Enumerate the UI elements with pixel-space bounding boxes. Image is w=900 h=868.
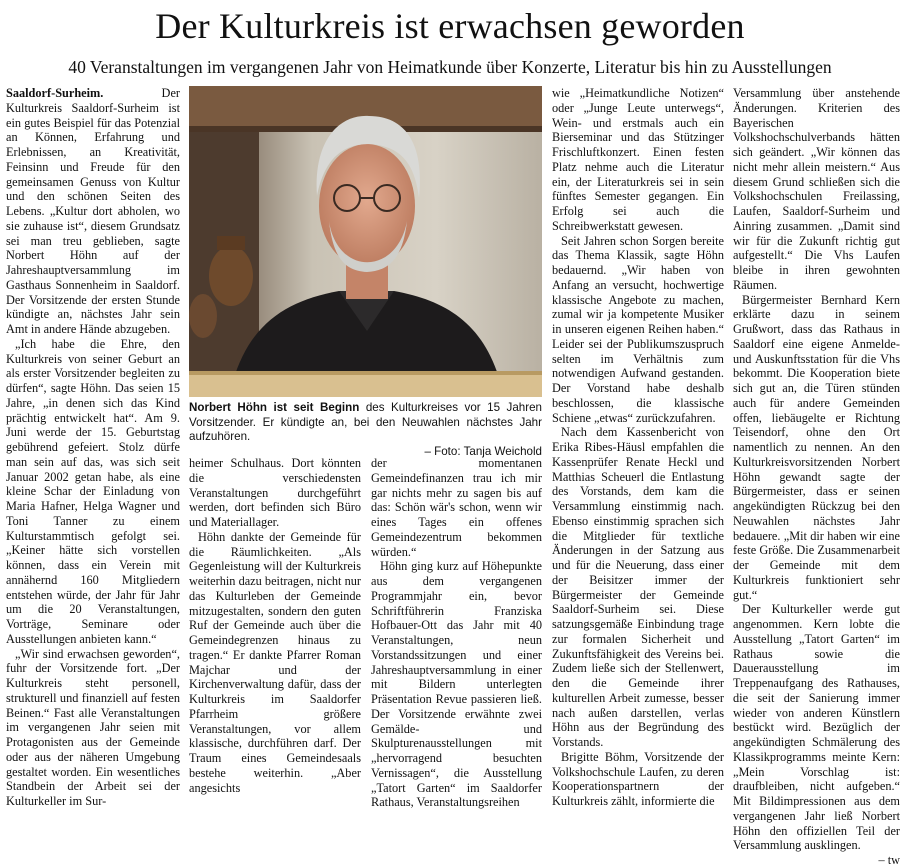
subheadline: 40 Veranstaltungen im vergangenen Jahr von Heimatkunde über Konzerte, Literatur bis hin zu Ausstellungen <box>68 57 832 77</box>
article-paragraph: der momentanen Gemeindefinanzen trau ich mir gar nichts mehr zu sagen bis auf das: Schön wär's schon, wenn wir eines Tages ein offenes Gemeindezentrum bekommen würden.“ <box>371 456 542 559</box>
article-paragraph: wie „Heimatkundliche Notizen“ oder „Junge Leute unterwegs“, Wein- und erstmals auch ein Bierseminar und das Stützinger Frischluftkonzert. Einen festen Platz nehme auch die Literatur ein, der Literaturkreis sei in sein fünftes Semester gegangen. Ein Erfolg sei auch die Schreibwerkstatt gewesen. <box>552 86 724 233</box>
article-paragraph: Nach dem Kassenbericht von Erika Ribes-Häusl empfahlen die Kassenprüfer Renate Heckl und Matthias Scheuerl die Entlastung des Vorstands, dem kam die Versammlung einstimmig nach. Ebenso einstimmig sprachen sich die Mitglieder für textliche Änderungen in der Satzung aus und für die Neuerung, dass einer der Beisitzer immer der Bürgermeister der Gemeinde Saaldorf-Surheim sei. Diese satzungsgemäße Einbindung trage zur formalen Sicherheit und Zukunftsfähigkeit des Vereins bei. Zudem ließe sich der Stellenwert, den die Gemeinde ihrer kulturellen Arbeit zumesse, besser nach außen darstellen, verlas Höhn aus der Begründung des Vorstands. <box>552 425 724 749</box>
paragraph-text: Der Kulturkreis Saaldorf-Surheim ist ein gutes Beispiel für das Potenzial an Können, Erfahrung und Erlebnissen, an Kreativität, Feinsinn und Freude für den gemeinsamen Genuss von Kultur und den schönen Seiten des Lebens. „Kultur dort abholen, wo sie zuhause ist“, diesem Grundsatz sei man treu geblieben, sagte Norbert Höhn auf der Jahreshauptversammlung im Gasthaus Sonnenheim in Saaldorf. Der Vorsitzende der ersten Stunde kündigte an, nächstes Jahr sein Amt in andere Hände abzugeben. <box>6 86 180 336</box>
portrait-illustration <box>189 86 542 397</box>
photo-credit: – Foto: Tanja Weichold <box>424 444 542 458</box>
caption-lead: Norbert Höhn ist seit Beginn <box>189 401 360 414</box>
article-paragraph: Seit Jahren schon Sorgen bereite das Thema Klassik, sagte Höhn bedauernd. „Wir haben von Anfang an versucht, hochwertige klassische Angebote zu machen, zumal wir ja kompetente Musiker in unseren eigenen Reihen haben.“ Leider sei der Publikumszuspruch selten im Verhältnis zum notwendigen Aufwand gestanden. Der Vorstand habe deshalb beschlossen, die klassische Schiene „etwas“ zurückzufahren. <box>552 233 724 425</box>
author-signoff: – tw <box>878 853 900 867</box>
article-column-4 <box>552 86 724 808</box>
article-paragraph: Bürgermeister Bernhard Kern erklärte dazu in seinem Grußwort, dass das Rathaus in Saaldorf eine eigene Anmelde- und Auskunftsstation für die Vhs bekommt. Die Kooperation biete sich gut an, die Türen stünden auch für andere Gemeinden offen, liebäugelte er Richtung Teisendorf, ohne den Ort namentlich zu nennen. An den Kulturkreisvorsitzenden Norbert Höhn gewandt sagte der Bürgermeister, dass er seinen angekündigten Rückzug bei den Neuwahlen nächstes Jahr bedauere. „Mit dir haben wir eine feste Größe. Die Zusammenarbeit der Gemeinde mit dem Kulturkreis funktioniert sehr gut.“ <box>733 292 900 602</box>
headline: Der Kulturkreis ist erwachsen geworden <box>155 6 745 46</box>
photo-caption <box>189 401 542 459</box>
article-paragraph: heimer Schulhaus. Dort könnten die verschiedensten Veranstaltungen durchgeführt werden, dort befinden sich Büro und Materiallager. <box>189 456 361 529</box>
article-column-5 <box>733 86 900 867</box>
article-paragraph: Höhn ging kurz auf Höhepunkte aus dem vergangenen Programmjahr ein, bevor Schriftführerin Franziska Hofbauer-Ott das Jahr mit 40 Veranstaltungen, neun Vorstandssitzungen und einer Jahreshauptversammlung in einer mit Bildern unterlegten Präsentation Revue passieren ließ. Der Vorsitzende erwähnte zwei Gemälde- und Skulpturenausstellungen mit „hervorragend besuchten Vernissagen“, die Ausstellung „Tatort Garten“ im Saaldorfer Rathaus, Veranstaltungsreihen <box>371 559 542 810</box>
article-column-3 <box>371 456 542 810</box>
article-paragraph: Der Kulturkeller werde gut angenommen. Kern lobte die Ausstellung „Tatort Garten“ im Rathaus sowie die Dauerausstellung im Treppenaufgang des Rathauses, die seit der Sanierung immer wieder von anderen Künstlern bestückt wird. Bezüglich der angekündigten Schmälerung des Klassikprogramms meinte Kern: „Mein Vorschlag ist: draufbleiben, nicht aufgeben.“ Mit Bildimpressionen aus dem vergangenen Jahr ließ Norbert Höhn den offiziellen Teil der Versammlung ausklingen. <box>733 602 900 853</box>
caption-text: des Kulturkreises vor 15 Jahren Vorsitzender. Er kündigte an, bei den Neuwahlen nächstes Jahr aufzuhören. <box>189 401 542 444</box>
article-paragraph <box>6 86 180 337</box>
article-paragraph: Höhn dankte der Gemeinde für die Räumlichkeiten. „Als Gegenleistung will der Kulturkreis weiterhin dazu beitragen, nicht nur das Kulturleben der Gemeinde mitzugestalten, sondern den guten Ruf der Gemeinde auch über die Gemeindegrenzen hinaus zu tragen.“ Er dankte Pfarrer Roman Majchar und der Kirchenverwaltung dafür, dass der Kulturkreis im Saaldorfer Pfarrheim größere Veranstaltungen, vor allem klassische, durchführen darf. Der Traum eines Gemeindesaals bestehe weiterhin. „Aber angesichts <box>189 529 361 795</box>
article-column-2 <box>189 456 361 795</box>
article-column-1 <box>6 86 180 808</box>
dateline: Saaldorf-Surheim. <box>6 86 104 100</box>
article-paragraph: „Wir sind erwachsen geworden“, fuhr der Vorsitzende fort. „Der Kulturkreis steht personell, strukturell und finanziell auf festen Beinen.“ Fast alle Veranstaltungen im vergangenen Jahr seien mit Protagonisten aus der Gemeinde oder aus der näheren Umgebung gestaltet worden. Ein wesentliches Standbein der Arbeit sei der Kulturkeller im Sur- <box>6 646 180 808</box>
article-paragraph: „Ich habe die Ehre, den Kulturkreis von seiner Geburt an als erster Vorsitzender begleiten zu dürfen“, sagte Höhn. Das seien 15 Jahre, „in denen sich das Kind prächtig entwickelt hat“. Am 9. Juni werde der 15. Geburtstag gebührend gefeiert. Stolz dürfe man sein auf das, was sich seit Januar 2002 getan habe, als eine kleine Schar der Einladung von Maria Hafner, Helga Wagner und Toni Tanner zu einem Kulturstammtisch gefolgt sei. „Keiner hätte sich vorstellen können, dass ein Verein mit annähernd 160 Mitgliedern entstehen würde, der Jahr für Jahr um die 20 Veranstaltungen, Vorträge, Seminare oder Ausstellungen anbieten kann.“ <box>6 336 180 646</box>
article-paragraph: Brigitte Böhm, Vorsitzende der Volkshochschule Laufen, zu deren Kooperationspartnern der Kulturkreis zählt, informierte die <box>552 749 724 808</box>
article-paragraph: Versammlung über anstehende Änderungen. Kriterien des Bayerischen Volkshochschulverbands hätten sich geändert. „Wir können das nicht mehr allein meistern.“ Aus diesem Grund schließen sich die Volkshochschulen Freilassing, Laufen, Saaldorf-Surheim und Ainring zusammen. „Damit sind wir für die Zukunft richtig gut aufgestellt.“ Die Vhs Laufen bleibe in ihren gewohnten Räumen. <box>733 86 900 292</box>
portrait-photo <box>189 86 542 397</box>
